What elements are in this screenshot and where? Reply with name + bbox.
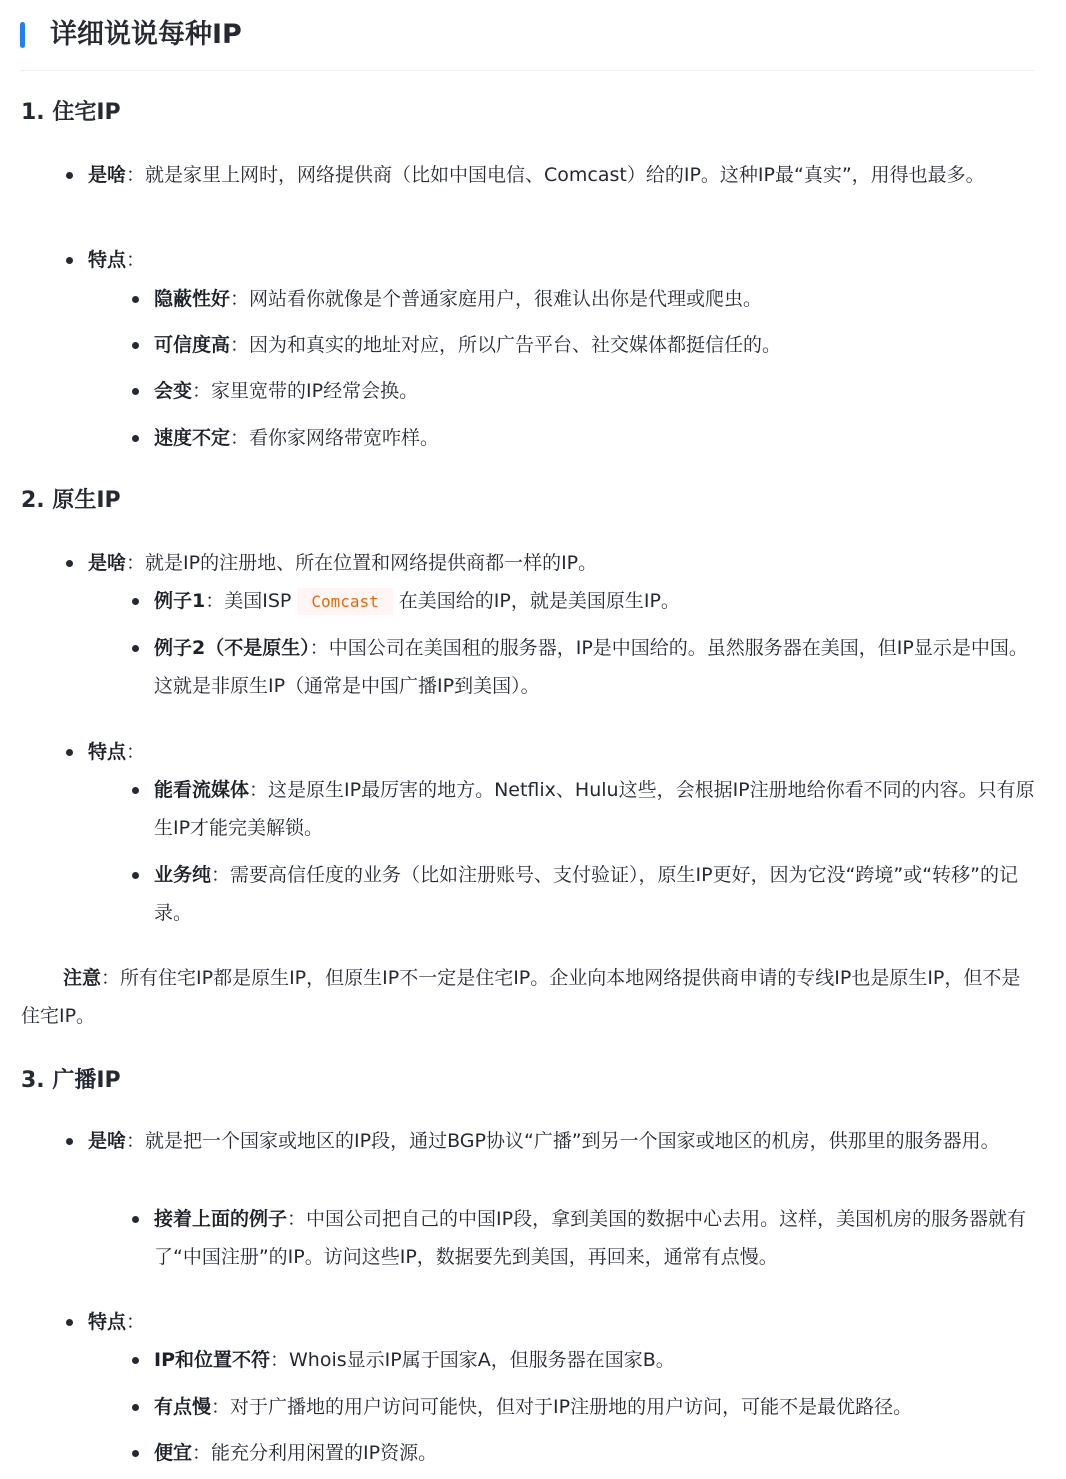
native-heading: 2. 原生IP [21, 488, 121, 513]
residential-heading: 1. 住宅IP [21, 100, 121, 125]
residential-features-item [88, 241, 1036, 279]
residential-feature-item [154, 280, 1036, 318]
section-heading [20, 14, 1034, 71]
native-what-text: ：就是IP的注册地、所在位置和网络提供商都一样的IP。 [126, 552, 598, 574]
native-features-label: 特点 [88, 741, 127, 763]
example-text: ：美国ISP [205, 590, 292, 612]
feature-text: ：这是原生IP最厉害的地方。Netflix、Hulu这些，会根据IP注册地给你看不同的内容。只有原生IP才能完美解锁。 [154, 779, 1035, 839]
residential-features-label: 特点 [88, 249, 127, 271]
example-label: 接着上面的例子 [154, 1208, 288, 1230]
example-label: 例子1 [154, 590, 206, 612]
native-example-1 [154, 582, 1036, 621]
example-label: 例子2（不是原生） [154, 637, 310, 659]
feature-text: ：看你家网络带宽咋样。 [230, 427, 440, 449]
feature-text: ：对于广播地的用户访问可能快，但对于IP注册地的用户访问，可能不是最优路径。 [211, 1396, 913, 1418]
broadcast-feature-item [154, 1434, 1036, 1472]
inline-code: Comcast [297, 588, 392, 615]
broadcast-features-label: 特点 [88, 1311, 127, 1333]
broadcast-what-text: ：就是把一个国家或地区的IP段，通过BGP协议“广播”到另一个国家或地区的机房，供那里的服务器用。 [126, 1130, 1000, 1152]
note-text: ：所有住宅IP都是原生IP，但原生IP不一定是住宅IP。企业向本地网络提供商申请的专线IP也是原生IP，但不是住宅IP。 [21, 967, 1021, 1027]
colon: ： [126, 249, 146, 271]
feature-label: 会变 [154, 380, 193, 402]
feature-text: ：能充分利用闲置的IP资源。 [192, 1442, 438, 1464]
native-feature-item [154, 856, 1036, 932]
feature-text: ：因为和真实的地址对应，所以广告平台、社交媒体都挺信任的。 [230, 334, 782, 356]
heading-accent-bar [20, 22, 25, 48]
example-text: ：中国公司把自己的中国IP段，拿到美国的数据中心去用。这样，美国机房的服务器就有了“中国注册”的IP。访问这些IP，数据要先到美国，再回来，通常有点慢。 [154, 1208, 1027, 1268]
native-example-2 [154, 629, 1036, 705]
residential-what-label: 是啥 [88, 164, 127, 186]
native-what-label: 是啥 [88, 552, 127, 574]
colon: ： [126, 1311, 146, 1333]
feature-label: 速度不定 [154, 427, 231, 449]
residential-feature-item [154, 326, 1036, 364]
broadcast-what-item [88, 1122, 1036, 1160]
feature-text: ：Whois显示IP属于国家A，但服务器在国家B。 [270, 1349, 675, 1371]
broadcast-feature-item [154, 1341, 1036, 1379]
broadcast-what-label: 是啥 [88, 1130, 127, 1152]
example-text: ：中国公司在美国租的服务器，IP是中国给的。虽然服务器在美国，但IP显示是中国。这就是非原生IP（通常是中国广播IP到美国）。 [154, 637, 1028, 697]
feature-label: IP和位置不符 [154, 1349, 270, 1371]
note-label: 注意 [63, 967, 102, 989]
example-text: 在美国给的IP，就是美国原生IP。 [398, 590, 680, 612]
feature-text: ：需要高信任度的业务（比如注册账号、支付验证），原生IP更好，因为它没“跨境”或“转移”的记录。 [154, 864, 1018, 924]
feature-text: ：网站看你就像是个普通家庭用户，很难认出你是代理或爬虫。 [230, 288, 763, 310]
colon: ： [126, 741, 146, 763]
feature-label: 便宜 [154, 1442, 193, 1464]
residential-what-item [88, 156, 1036, 194]
native-what-item [88, 544, 1036, 582]
residential-feature-item [154, 419, 1036, 457]
broadcast-feature-item [154, 1388, 1036, 1426]
native-feature-item [154, 771, 1036, 847]
feature-label: 能看流媒体 [154, 779, 250, 801]
native-features-item [88, 733, 1036, 771]
feature-label: 可信度高 [154, 334, 231, 356]
residential-what-text: ：就是家里上网时，网络提供商（比如中国电信、Comcast）给的IP。这种IP最“真实”，用得也最多。 [126, 164, 985, 186]
broadcast-example [154, 1200, 1036, 1276]
native-note [21, 959, 1035, 1035]
broadcast-heading: 3. 广播IP [21, 1068, 121, 1093]
residential-feature-item [154, 372, 1036, 410]
feature-label: 隐蔽性好 [154, 288, 231, 310]
feature-label: 业务纯 [154, 864, 212, 886]
section-title: 详细说说每种IP [50, 19, 242, 50]
broadcast-features-item [88, 1303, 1036, 1341]
feature-text: ：家里宽带的IP经常会换。 [192, 380, 419, 402]
feature-label: 有点慢 [154, 1396, 212, 1418]
